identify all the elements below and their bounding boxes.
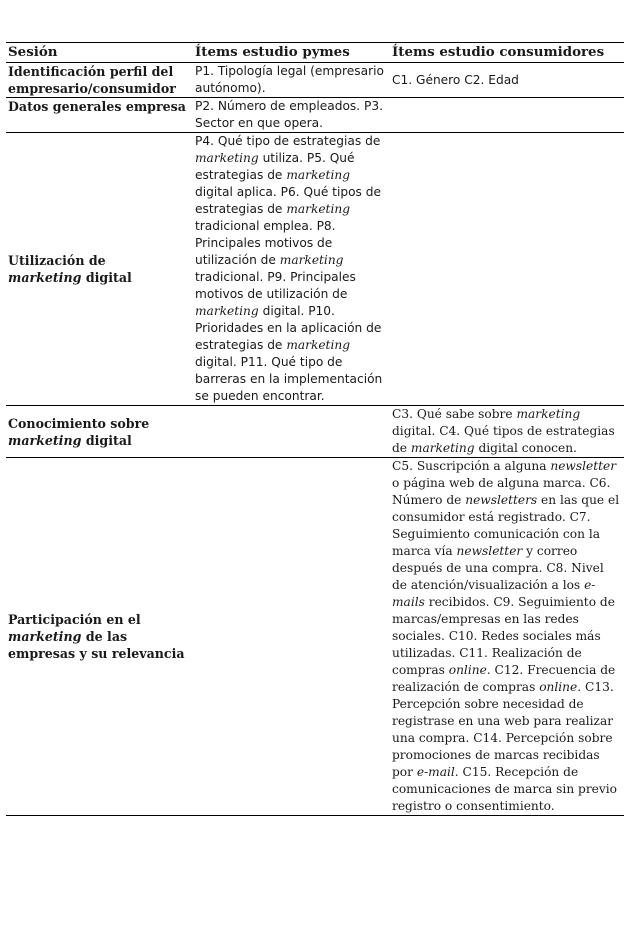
text-segment: recibidos. C9. Seguimiento de marcas/empresas en las redes sociales. C10. Redes sociales más utilizadas. C11. Realización de compras <box>392 595 615 677</box>
session-prefix: Utilización de <box>8 253 106 268</box>
text-segment: . C15. Recepción de comunicaciones de marca sin previo registro o consentimiento. <box>392 765 617 813</box>
text-segment: C5. Suscripción a alguna <box>392 459 551 473</box>
row-consumers <box>390 406 624 458</box>
emphasis-term: marketing <box>286 168 351 182</box>
table-row <box>6 98 624 133</box>
row-pymes <box>193 458 390 816</box>
text-segment: utiliza. P5. Qué estrategias de <box>195 151 355 182</box>
emphasis-term: marketing <box>516 407 581 421</box>
session-em: marketing <box>8 432 82 448</box>
header-row <box>6 43 624 63</box>
row-session: Datos generales empresa <box>6 98 193 133</box>
text-segment: tradicional emplea. P8. Principales motivos de utilización de <box>195 219 336 267</box>
text-segment: P4. Qué tipo de estrategias de <box>195 134 381 148</box>
header-session: Sesión <box>6 43 193 63</box>
text-segment: . C13. Percepción sobre necesidad de registrase en una web para realizar una compra. C14. Percepción sobre promociones de marcas recibidas por <box>392 680 614 779</box>
text-segment: o página web de alguna marca. C6. Número de <box>392 476 611 507</box>
row-pymes <box>193 406 390 458</box>
session-suffix: digital <box>85 270 132 285</box>
row-consumers <box>390 98 624 133</box>
session-suffix: de las empresas y su relevancia <box>8 629 185 661</box>
row-consumers <box>390 133 624 406</box>
text-segment: digital conocen. <box>474 441 577 455</box>
emphasis-term: marketing <box>195 304 259 318</box>
text-segment: digital aplica. P6. Qué tipos de estrategias de <box>195 185 382 216</box>
emphasis-term: marketing <box>286 202 351 216</box>
table-row <box>6 63 624 98</box>
row-pymes: P2. Número de empleados. P3. Sector en que opera. <box>193 98 390 133</box>
text-segment: digital. P11. Qué tipo de barreras en la implementación se pueden encontrar. <box>195 355 383 403</box>
emphasis-term: newsletter <box>550 459 617 473</box>
emphasis-term: newsletter <box>456 544 523 558</box>
header-consumers: Ítems estudio consumidores <box>390 43 624 63</box>
text-segment: en las que el consumidor está registrado. C7. Seguimiento comunicación con la marca vía <box>392 493 620 558</box>
emphasis-term: newsletters <box>465 493 538 507</box>
row-consumers <box>390 458 624 816</box>
row-pymes: P1. Tipología legal (empresario autónomo). <box>193 63 390 98</box>
text-segment: tradicional. P9. Principales motivos de utilización de <box>195 270 356 301</box>
row-session: Identificación perfil del empresario/consumidor <box>6 63 193 98</box>
study-items-table <box>6 42 624 816</box>
header-pymes: Ítems estudio pymes <box>193 43 390 63</box>
session-em: marketing <box>8 270 82 285</box>
text-segment: y correo después de una compra. C8. Nivel de atención/visualización a los <box>392 544 604 592</box>
row-session <box>6 406 193 458</box>
row-session <box>6 458 193 816</box>
text-segment: C3. Qué sabe sobre <box>392 407 517 421</box>
text-segment: . C12. Frecuencia de realización de compras <box>392 663 616 694</box>
table-row <box>6 133 624 406</box>
emphasis-term: marketing <box>286 338 351 352</box>
row-consumers: C1. Género C2. Edad <box>390 63 624 98</box>
table-row <box>6 406 624 458</box>
emphasis-term: online <box>448 663 487 677</box>
row-session <box>6 133 193 406</box>
emphasis-term: online <box>539 680 578 694</box>
emphasis-term: marketing <box>279 253 344 267</box>
session-prefix: Participación en el <box>8 612 141 627</box>
emphasis-term: e-mail <box>416 765 455 779</box>
table-row <box>6 458 624 816</box>
session-prefix: Conocimiento sobre <box>8 415 150 431</box>
session-em: marketing <box>8 629 82 644</box>
emphasis-term: e-mails <box>392 578 596 609</box>
row-pymes <box>193 133 390 406</box>
emphasis-term: marketing <box>195 151 259 165</box>
text-segment: digital. C4. Qué tipos de estrategias de <box>392 424 615 455</box>
text-segment: digital. P10. Prioridades en la aplicación de estrategias de <box>195 304 382 352</box>
session-suffix: digital <box>85 432 132 448</box>
emphasis-term: marketing <box>410 441 475 455</box>
